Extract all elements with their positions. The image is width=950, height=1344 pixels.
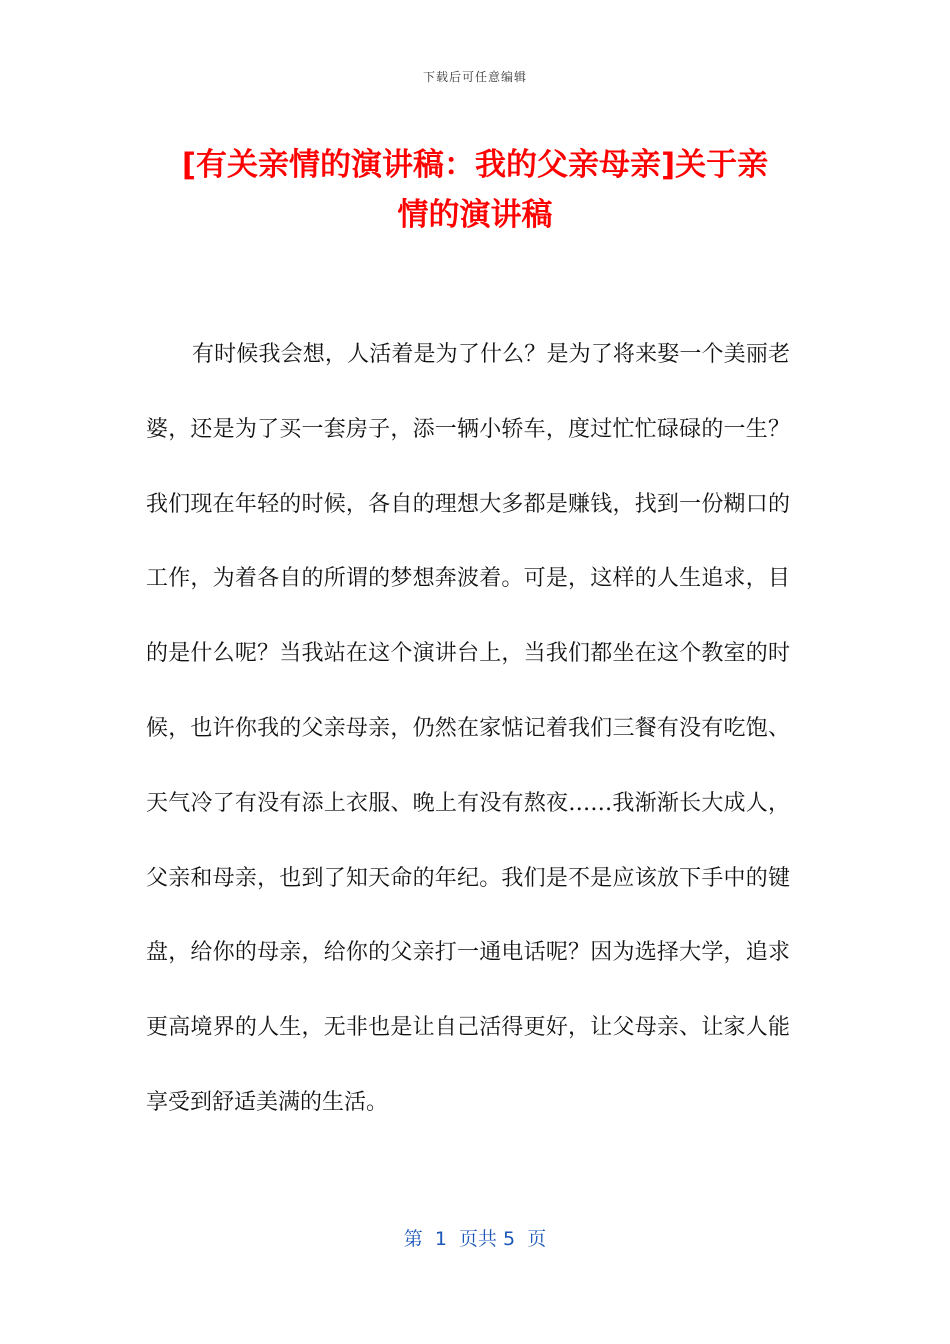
title-line-2: 情的演讲稿 — [397, 197, 553, 233]
header-note: 下载后可任意编辑 — [422, 70, 527, 84]
page-title — [140, 140, 810, 240]
body-paragraph: 有时候我会想，人活着是为了什么？是为了将来娶一个美丽老婆，还是为了买一套房子，添一辆小轿车，度过忙忙碌碌的一生？我们现在年轻的时候，各自的理想大多都是赚钱，找到一份糊口的工作，为着各自的所谓的梦想奔波着。可是，这样的人生追求，目的是什么呢？当我站在这个演讲台上，当我们都坐在这个教室的时候，也许你我的父亲母亲，仍然在家惦记着我们三餐有没有吃饱、天气冷了有没有添上衣服、晚上有没有熬夜……我渐渐长大成人，父亲和母亲，也到了知天命的年纪。我们是不是应该放下手中的键盘，给你的母亲，给你的父亲打一通电话呢？因为选择大学，追求更高境界的人生，无非也是让自己活得更好，让父母亲、让家人能享受到舒适美满的生活。 — [146, 342, 790, 1115]
page-footer: 第 1 页共 5 页 — [403, 1228, 547, 1250]
title-line-1: [有关亲情的演讲稿：我的父亲母亲]关于亲 — [181, 147, 769, 183]
